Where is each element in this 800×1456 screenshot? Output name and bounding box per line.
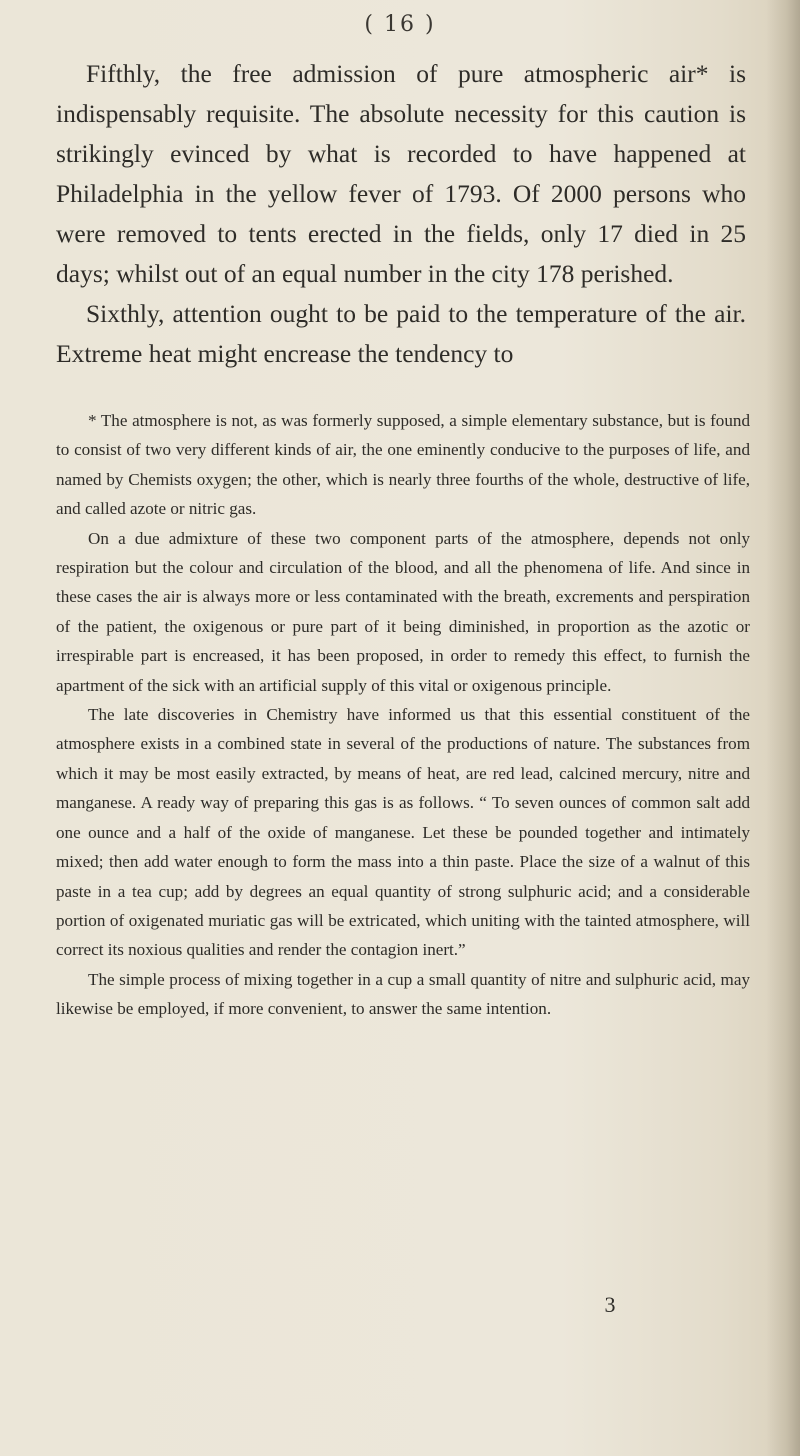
page-edge-shadow xyxy=(766,0,800,1456)
footnote xyxy=(56,406,750,1024)
main-text xyxy=(56,54,746,374)
page-number: ( 16 ) xyxy=(364,12,436,37)
footnote-paragraph-discoveries: The late discoveries in Chemistry have informed us that this essential constituent of the atmosphere exists in a combined state in several of the productions of nature. The substances from which it may be most easily extracted, by means of heat, are red lead, calcined mercury, nitre and manganese. A ready way of preparing this gas is as follows. “ To seven ounces of common salt add one ounce and a half of the oxide of manganese. Let these be pounded together and intimately mixed; then add water enough to form the mass into a thin paste. Place the size of a walnut of this paste in a tea cup; add by degrees an equal quantity of strong sulphuric acid; and a considerable portion of oxigenated muriatic gas will be extricated, which uniting with the tainted atmosphere, will correct its noxious qualities and render the contagion inert.” xyxy=(56,705,750,960)
main-paragraph-sixthly: Sixthly, attention ought to be paid to the temperature of the air. Extreme heat might encrease the tendency to xyxy=(56,299,746,368)
footnote-paragraph-atmosphere: * The atmosphere is not, as was formerly supposed, a simple elementary substance, but is found to consist of two very different kinds of air, the one eminently conducive to the purposes of life, and named by Chemists oxygen; the other, which is nearly three fourths of the whole, destructive of life, and called azote or nitric gas. xyxy=(56,411,750,519)
main-paragraph-fifthly: Fifthly, the free admission of pure atmospheric air* is indispensably requisite. The absolute necessity for this caution is strikingly evinced by what is recorded to have happened at Philadelphia in the yellow fever of 1793. Of 2000 persons who were removed to tents erected in the fields, only 17 died in 25 days; whilst out of an equal number in the city 178 perished. xyxy=(56,59,746,288)
footnote-paragraph-admixture: On a due admixture of these two component parts of the atmosphere, depends not only respiration but the colour and circulation of the blood, and all the phenomena of life. And since in these cases the air is always more or less contaminated with the breath, excrements and perspiration of the patient, the oxigenous or pure part of it being diminished, in proportion as the azotic or irrespirable part is encreased, it has been proposed, in order to remedy this effect, to furnish the apartment of the sick with an artificial supply of this vital or oxigenous principle. xyxy=(56,528,750,695)
signature-mark: 3 xyxy=(604,1292,616,1317)
footnote-paragraph-simple-process: The simple process of mixing together in a cup a small quantity of nitre and sulphuric acid, may likewise be employed, if more convenient, to answer the same intention. xyxy=(56,969,750,1019)
